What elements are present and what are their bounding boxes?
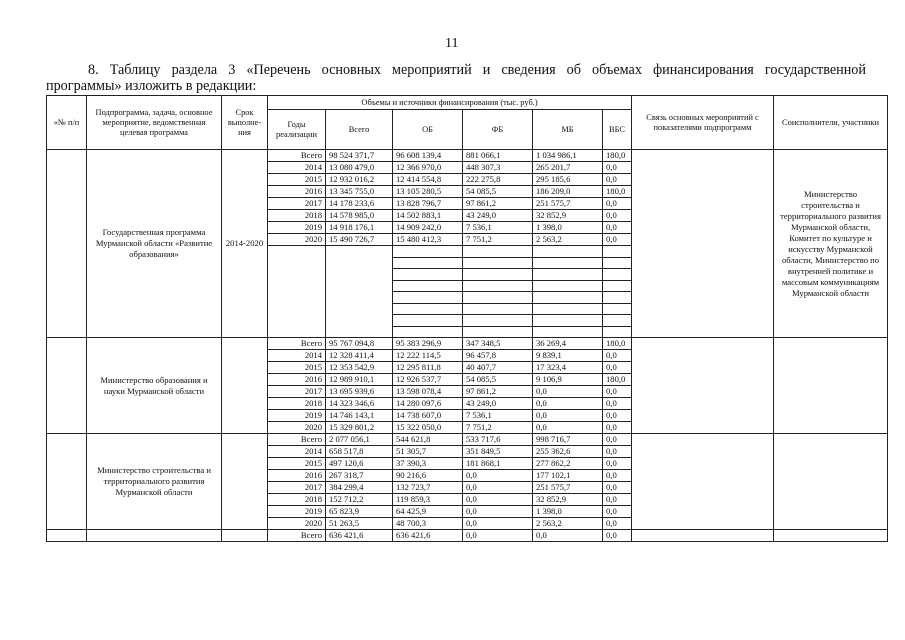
mb-cell: 32 852,9 bbox=[533, 494, 603, 506]
empty-cell bbox=[463, 303, 533, 315]
year-cell: 2014 bbox=[268, 446, 326, 458]
header-total: Всего bbox=[326, 110, 393, 150]
empty-cell bbox=[268, 326, 326, 338]
vbs-cell: 0,0 bbox=[603, 210, 632, 222]
mb-cell: 32 852,9 bbox=[533, 210, 603, 222]
empty-cell bbox=[603, 292, 632, 304]
total-cell: 14 746 143,1 bbox=[326, 410, 393, 422]
total-cell: 636 421,6 bbox=[326, 530, 393, 542]
year-cell: 2014 bbox=[268, 350, 326, 362]
mb-cell: 1 398,0 bbox=[533, 506, 603, 518]
coexec-cell bbox=[774, 434, 888, 530]
heading-line-1: 8. Таблицу раздела 3 «Перечень основных мероприятий и сведения об объемах финансирования государственной bbox=[88, 62, 866, 78]
year-cell: 2017 bbox=[268, 482, 326, 494]
mb-cell: 0,0 bbox=[533, 530, 603, 542]
empty-cell bbox=[268, 269, 326, 281]
fb-cell: 222 275,8 bbox=[463, 174, 533, 186]
total-cell: 14 578 985,0 bbox=[326, 210, 393, 222]
link-cell bbox=[632, 338, 774, 434]
mb-cell: 36 269,4 bbox=[533, 338, 603, 350]
vbs-cell: 180,0 bbox=[603, 338, 632, 350]
mb-cell: 1 034 986,1 bbox=[533, 150, 603, 162]
vbs-cell: 0,0 bbox=[603, 422, 632, 434]
financing-table bbox=[46, 95, 888, 542]
empty-cell bbox=[326, 246, 393, 258]
vbs-cell: 0,0 bbox=[603, 398, 632, 410]
vbs-cell: 0,0 bbox=[603, 518, 632, 530]
vbs-cell: 0,0 bbox=[603, 162, 632, 174]
total-cell: 12 932 016,2 bbox=[326, 174, 393, 186]
vbs-cell: 0,0 bbox=[603, 198, 632, 210]
fb-cell: 0,0 bbox=[463, 530, 533, 542]
empty-cell bbox=[326, 292, 393, 304]
total-cell: 658 517,8 bbox=[326, 446, 393, 458]
ob-cell: 13 828 796,7 bbox=[393, 198, 463, 210]
fb-cell: 533 717,6 bbox=[463, 434, 533, 446]
ob-cell: 14 909 242,0 bbox=[393, 222, 463, 234]
fb-cell: 7 536,1 bbox=[463, 410, 533, 422]
row-number-cell bbox=[47, 530, 87, 542]
empty-cell bbox=[268, 292, 326, 304]
vbs-cell: 0,0 bbox=[603, 470, 632, 482]
mb-cell: 255 362,6 bbox=[533, 446, 603, 458]
header-num: «№ п/п bbox=[47, 96, 87, 150]
vbs-cell: 0,0 bbox=[603, 174, 632, 186]
table-row bbox=[47, 338, 888, 350]
ob-cell: 48 700,3 bbox=[393, 518, 463, 530]
fb-cell: 96 457,8 bbox=[463, 350, 533, 362]
empty-cell bbox=[393, 303, 463, 315]
total-cell: 12 989 910,1 bbox=[326, 374, 393, 386]
mb-cell: 295 185,6 bbox=[533, 174, 603, 186]
empty-cell bbox=[326, 303, 393, 315]
mb-cell: 265 201,7 bbox=[533, 162, 603, 174]
ob-cell: 15 480 412,3 bbox=[393, 234, 463, 246]
term-cell bbox=[222, 338, 268, 434]
vbs-cell: 0,0 bbox=[603, 362, 632, 374]
total-cell: 14 323 346,6 bbox=[326, 398, 393, 410]
empty-cell bbox=[268, 315, 326, 327]
link-cell bbox=[632, 434, 774, 530]
fb-cell: 97 861,2 bbox=[463, 198, 533, 210]
year-cell: 2015 bbox=[268, 458, 326, 470]
empty-cell bbox=[463, 280, 533, 292]
empty-cell bbox=[533, 246, 603, 258]
vbs-cell: 180,0 bbox=[603, 374, 632, 386]
empty-cell bbox=[393, 292, 463, 304]
empty-cell bbox=[463, 326, 533, 338]
empty-cell bbox=[463, 315, 533, 327]
mb-cell: 277 862,2 bbox=[533, 458, 603, 470]
empty-cell bbox=[393, 326, 463, 338]
empty-cell bbox=[533, 257, 603, 269]
year-cell: 2016 bbox=[268, 186, 326, 198]
row-number-cell bbox=[47, 338, 87, 434]
mb-cell: 2 563,2 bbox=[533, 518, 603, 530]
fb-cell: 7 751,2 bbox=[463, 422, 533, 434]
empty-cell bbox=[533, 303, 603, 315]
header-link: Связь основных мероприятий с показателями подпрограмм bbox=[632, 96, 774, 150]
ob-cell: 119 859,3 bbox=[393, 494, 463, 506]
vbs-cell: 0,0 bbox=[603, 386, 632, 398]
empty-cell bbox=[603, 257, 632, 269]
year-cell: 2018 bbox=[268, 494, 326, 506]
total-cell: 13 080 479,0 bbox=[326, 162, 393, 174]
year-cell: 2015 bbox=[268, 174, 326, 186]
empty-cell bbox=[603, 246, 632, 258]
empty-cell bbox=[326, 257, 393, 269]
program-name-cell bbox=[87, 530, 222, 542]
fb-cell: 7 751,2 bbox=[463, 234, 533, 246]
year-cell: 2015 bbox=[268, 362, 326, 374]
total-cell: 12 328 411,4 bbox=[326, 350, 393, 362]
year-cell: 2020 bbox=[268, 234, 326, 246]
header-financing: Объемы и источники финансирования (тыс. руб.) bbox=[268, 96, 632, 110]
total-cell: 384 299,4 bbox=[326, 482, 393, 494]
ob-cell: 51 305,7 bbox=[393, 446, 463, 458]
year-cell: 2019 bbox=[268, 410, 326, 422]
year-cell: 2016 bbox=[268, 374, 326, 386]
term-cell: 2014-2020 bbox=[222, 150, 268, 338]
ob-cell: 14 502 883,1 bbox=[393, 210, 463, 222]
ob-cell: 544 621,8 bbox=[393, 434, 463, 446]
mb-cell: 186 209,0 bbox=[533, 186, 603, 198]
year-cell: 2019 bbox=[268, 222, 326, 234]
coexec-cell bbox=[774, 530, 888, 542]
total-cell: 98 524 371,7 bbox=[326, 150, 393, 162]
mb-cell: 2 563,2 bbox=[533, 234, 603, 246]
fb-cell: 43 249,0 bbox=[463, 398, 533, 410]
page-number: 11 bbox=[445, 36, 459, 51]
mb-cell: 177 102,1 bbox=[533, 470, 603, 482]
fb-cell: 43 249,0 bbox=[463, 210, 533, 222]
empty-cell bbox=[463, 246, 533, 258]
empty-cell bbox=[603, 269, 632, 281]
ob-cell: 15 322 050,0 bbox=[393, 422, 463, 434]
link-cell bbox=[632, 530, 774, 542]
ob-cell: 64 425,9 bbox=[393, 506, 463, 518]
total-cell: 65 823,9 bbox=[326, 506, 393, 518]
row-number-cell bbox=[47, 434, 87, 530]
ob-cell: 12 366 970,0 bbox=[393, 162, 463, 174]
ob-cell: 13 105 280,5 bbox=[393, 186, 463, 198]
year-cell: 2014 bbox=[268, 162, 326, 174]
mb-cell: 251 575,7 bbox=[533, 482, 603, 494]
table-row bbox=[47, 434, 888, 446]
year-cell: 2019 bbox=[268, 506, 326, 518]
header-coexec: Соисполнители, участники bbox=[774, 96, 888, 150]
empty-cell bbox=[268, 246, 326, 258]
year-cell: 2020 bbox=[268, 518, 326, 530]
ob-cell: 132 723,7 bbox=[393, 482, 463, 494]
vbs-cell: 0,0 bbox=[603, 506, 632, 518]
total-cell: 14 918 176,1 bbox=[326, 222, 393, 234]
empty-cell bbox=[533, 280, 603, 292]
year-cell: 2018 bbox=[268, 210, 326, 222]
vbs-cell: 180,0 bbox=[603, 186, 632, 198]
mb-cell: 1 398,0 bbox=[533, 222, 603, 234]
empty-cell bbox=[463, 292, 533, 304]
section-heading bbox=[46, 62, 866, 94]
fb-cell: 54 085,5 bbox=[463, 186, 533, 198]
ob-cell: 14 738 607,0 bbox=[393, 410, 463, 422]
ob-cell: 12 222 114,5 bbox=[393, 350, 463, 362]
vbs-cell: 0,0 bbox=[603, 350, 632, 362]
ob-cell: 95 383 296,9 bbox=[393, 338, 463, 350]
total-cell: 13 345 755,0 bbox=[326, 186, 393, 198]
empty-cell bbox=[533, 269, 603, 281]
fb-cell: 351 849,5 bbox=[463, 446, 533, 458]
header-program: Подпрограмма, задача, основное мероприятие, ведомственная целевая программа bbox=[87, 96, 222, 150]
fb-cell: 7 536,1 bbox=[463, 222, 533, 234]
vbs-cell: 0,0 bbox=[603, 434, 632, 446]
vbs-cell: 0,0 bbox=[603, 234, 632, 246]
empty-cell bbox=[393, 257, 463, 269]
empty-cell bbox=[326, 315, 393, 327]
mb-cell: 251 575,7 bbox=[533, 198, 603, 210]
total-cell: 12 353 542,9 bbox=[326, 362, 393, 374]
row-number-cell bbox=[47, 150, 87, 338]
total-cell: 267 318,7 bbox=[326, 470, 393, 482]
empty-cell bbox=[603, 303, 632, 315]
empty-cell bbox=[533, 326, 603, 338]
year-cell: 2017 bbox=[268, 386, 326, 398]
empty-cell bbox=[533, 315, 603, 327]
total-cell: 95 767 094,8 bbox=[326, 338, 393, 350]
vbs-cell: 0,0 bbox=[603, 446, 632, 458]
mb-cell: 0,0 bbox=[533, 386, 603, 398]
fb-cell: 0,0 bbox=[463, 494, 533, 506]
empty-cell bbox=[268, 303, 326, 315]
header-mb: МБ bbox=[533, 110, 603, 150]
empty-cell bbox=[603, 315, 632, 327]
mb-cell: 9 106,9 bbox=[533, 374, 603, 386]
vbs-cell: 0,0 bbox=[603, 222, 632, 234]
ob-cell: 13 598 078,4 bbox=[393, 386, 463, 398]
header-years: Годы реализации bbox=[268, 110, 326, 150]
term-cell bbox=[222, 434, 268, 530]
program-name-cell: Государственная программа Мурманской области «Развитие образования» bbox=[87, 150, 222, 338]
fb-cell: 97 861,2 bbox=[463, 386, 533, 398]
mb-cell: 0,0 bbox=[533, 410, 603, 422]
fb-cell: 0,0 bbox=[463, 482, 533, 494]
empty-cell bbox=[533, 292, 603, 304]
empty-cell bbox=[393, 315, 463, 327]
program-name-cell: Министерство строительства и территориального развития Мурманской области bbox=[87, 434, 222, 530]
year-cell: Всего bbox=[268, 150, 326, 162]
header-vbs: ВБС bbox=[603, 110, 632, 150]
vbs-cell: 0,0 bbox=[603, 458, 632, 470]
empty-cell bbox=[393, 269, 463, 281]
fb-cell: 881 066,1 bbox=[463, 150, 533, 162]
empty-cell bbox=[463, 269, 533, 281]
heading-line-2: программы» изложить в редакции: bbox=[46, 78, 257, 94]
fb-cell: 40 407,7 bbox=[463, 362, 533, 374]
empty-cell bbox=[268, 257, 326, 269]
empty-cell bbox=[326, 280, 393, 292]
total-cell: 497 120,6 bbox=[326, 458, 393, 470]
ob-cell: 12 295 811,8 bbox=[393, 362, 463, 374]
vbs-cell: 0,0 bbox=[603, 482, 632, 494]
total-cell: 51 263,5 bbox=[326, 518, 393, 530]
vbs-cell: 0,0 bbox=[603, 530, 632, 542]
fb-cell: 0,0 bbox=[463, 518, 533, 530]
header-fb: ФБ bbox=[463, 110, 533, 150]
term-cell bbox=[222, 530, 268, 542]
total-cell: 13 695 939,6 bbox=[326, 386, 393, 398]
mb-cell: 998 716,7 bbox=[533, 434, 603, 446]
total-cell: 15 329 801,2 bbox=[326, 422, 393, 434]
ob-cell: 12 926 537,7 bbox=[393, 374, 463, 386]
year-cell: Всего bbox=[268, 434, 326, 446]
empty-cell bbox=[603, 326, 632, 338]
empty-cell bbox=[393, 246, 463, 258]
ob-cell: 636 421,6 bbox=[393, 530, 463, 542]
year-cell: Всего bbox=[268, 530, 326, 542]
fb-cell: 347 348,5 bbox=[463, 338, 533, 350]
total-cell: 2 077 056,1 bbox=[326, 434, 393, 446]
ob-cell: 12 414 554,8 bbox=[393, 174, 463, 186]
empty-cell bbox=[603, 280, 632, 292]
header-term: Срок выполне-ния bbox=[222, 96, 268, 150]
empty-cell bbox=[326, 269, 393, 281]
table-body bbox=[47, 150, 888, 542]
table-row bbox=[47, 150, 888, 162]
coexec-cell: Министерство строительства и территориального развития Мурманской области, Комитет по культуре и искусству Мурманской области, Министерство по внутренней политике и массовым коммуникациям Мурманской области bbox=[774, 150, 888, 338]
fb-cell: 181 868,1 bbox=[463, 458, 533, 470]
program-name-cell: Министерство образования и науки Мурманской области bbox=[87, 338, 222, 434]
header-ob: ОБ bbox=[393, 110, 463, 150]
ob-cell: 96 608 139,4 bbox=[393, 150, 463, 162]
year-cell: 2016 bbox=[268, 470, 326, 482]
fb-cell: 0,0 bbox=[463, 506, 533, 518]
vbs-cell: 0,0 bbox=[603, 410, 632, 422]
empty-cell bbox=[393, 280, 463, 292]
fb-cell: 54 085,5 bbox=[463, 374, 533, 386]
year-cell: 2017 bbox=[268, 198, 326, 210]
mb-cell: 17 323,4 bbox=[533, 362, 603, 374]
fb-cell: 448 307,3 bbox=[463, 162, 533, 174]
table-row bbox=[47, 530, 888, 542]
ob-cell: 14 280 097,6 bbox=[393, 398, 463, 410]
empty-cell bbox=[268, 280, 326, 292]
year-cell: Всего bbox=[268, 338, 326, 350]
total-cell: 14 178 233,6 bbox=[326, 198, 393, 210]
year-cell: 2020 bbox=[268, 422, 326, 434]
empty-cell bbox=[326, 326, 393, 338]
year-cell: 2018 bbox=[268, 398, 326, 410]
vbs-cell: 0,0 bbox=[603, 494, 632, 506]
link-cell bbox=[632, 150, 774, 338]
mb-cell: 9 839,1 bbox=[533, 350, 603, 362]
total-cell: 15 490 726,7 bbox=[326, 234, 393, 246]
ob-cell: 90 216,6 bbox=[393, 470, 463, 482]
vbs-cell: 180,0 bbox=[603, 150, 632, 162]
total-cell: 152 712,2 bbox=[326, 494, 393, 506]
fb-cell: 0,0 bbox=[463, 470, 533, 482]
ob-cell: 37 390,3 bbox=[393, 458, 463, 470]
mb-cell: 0,0 bbox=[533, 398, 603, 410]
empty-cell bbox=[463, 257, 533, 269]
mb-cell: 0,0 bbox=[533, 422, 603, 434]
coexec-cell bbox=[774, 338, 888, 434]
